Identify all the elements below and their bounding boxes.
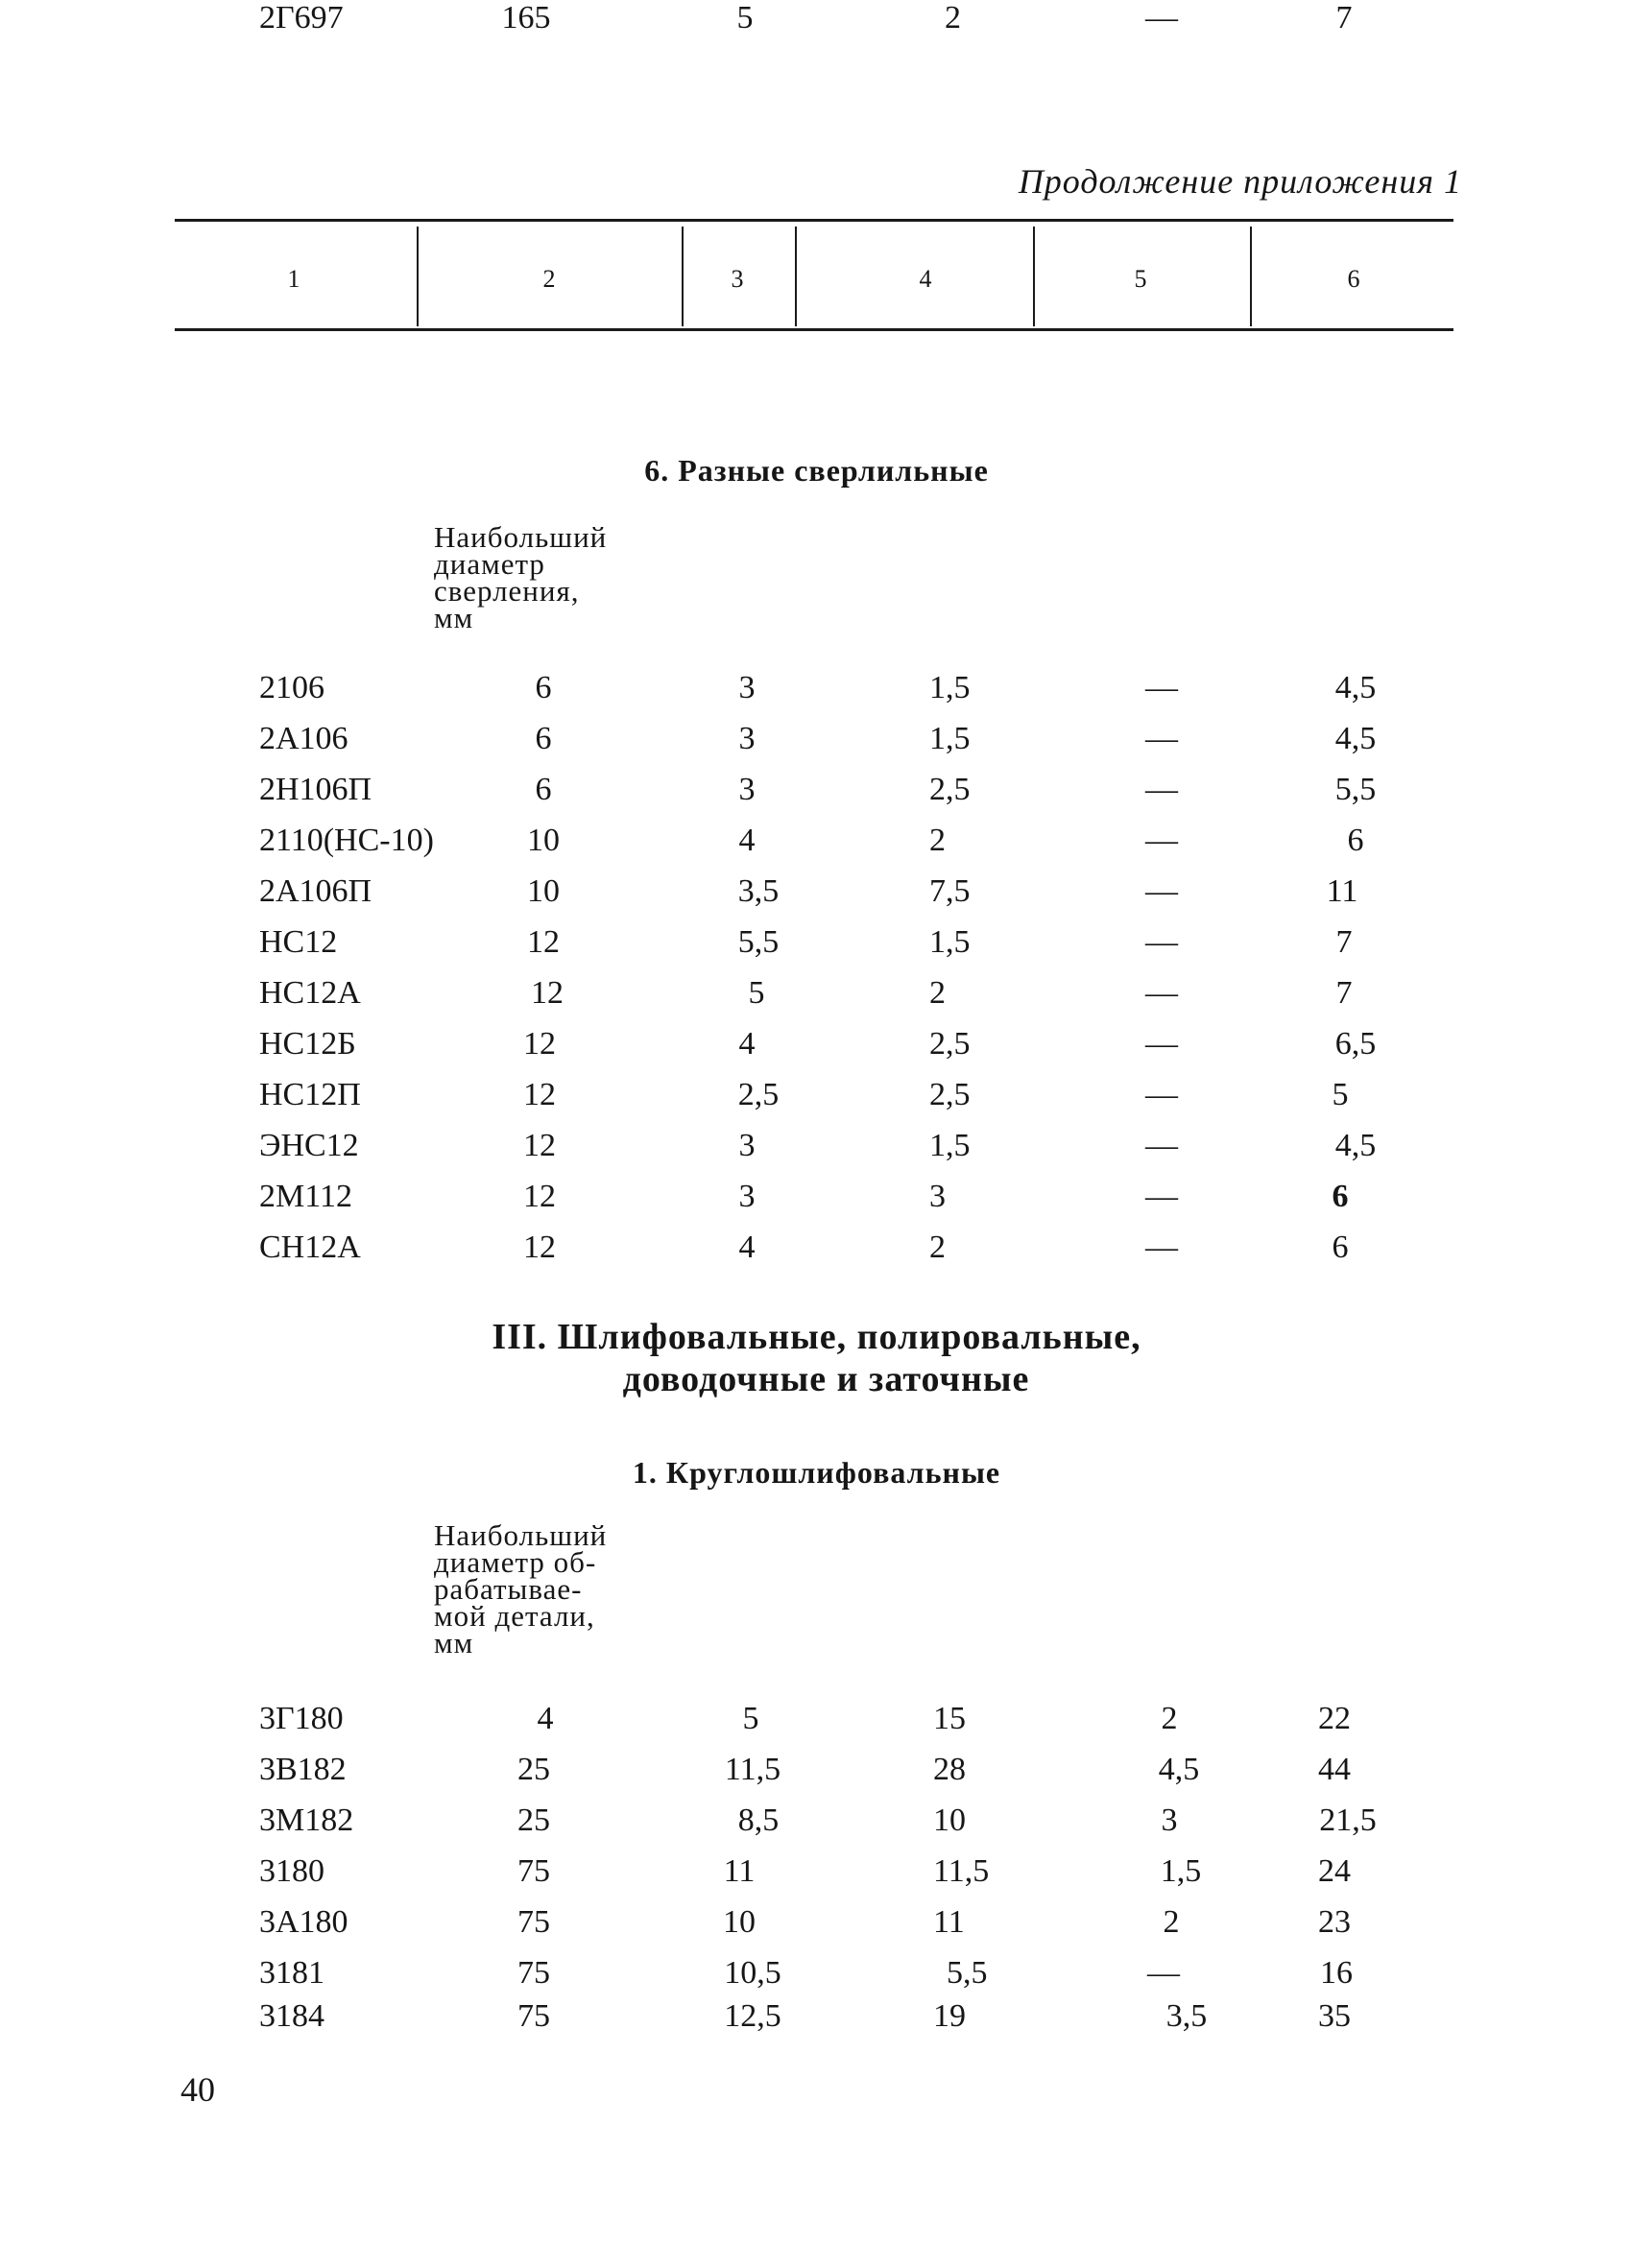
- value-cell: 5: [748, 975, 765, 1011]
- page-number: 40: [180, 2070, 215, 2109]
- part-title-line-1: III. Шлифовальные, полировальные,: [492, 1317, 1141, 1357]
- total-cell: 23: [1318, 1904, 1351, 1940]
- total-cell: 4,5: [1334, 721, 1377, 756]
- table-row: [0, 772, 1633, 810]
- value-cell: 15: [933, 1701, 966, 1736]
- value-cell: —: [1145, 1077, 1178, 1112]
- value-cell: 3: [738, 670, 756, 705]
- value-cell: 3: [738, 721, 756, 756]
- total-cell: 5,5: [1334, 772, 1377, 807]
- model-cell: 3Г180: [259, 1701, 344, 1736]
- table-row: [0, 924, 1633, 963]
- model-cell: 2М112: [259, 1179, 352, 1214]
- value-cell: —: [1145, 772, 1178, 807]
- value-cell: 10,5: [724, 1955, 781, 1991]
- param-cell: 75: [517, 1904, 550, 1940]
- value-cell: 11: [723, 1853, 756, 1889]
- total-cell: 6: [1347, 823, 1364, 858]
- column-divider: [682, 227, 684, 326]
- total-cell: 7: [1335, 0, 1353, 36]
- value-cell: 4,5: [1158, 1752, 1200, 1787]
- value-cell: —: [1145, 1128, 1178, 1163]
- model-cell: 2А106: [259, 721, 348, 756]
- value-cell: 2,5: [929, 1026, 971, 1062]
- model-cell: 2А106П: [259, 873, 372, 909]
- total-cell: 35: [1318, 1998, 1351, 2034]
- param-cell: 12: [527, 924, 560, 960]
- model-cell: 2106: [259, 670, 324, 705]
- value-cell: 2: [1161, 1701, 1178, 1736]
- table-row: [0, 1955, 1633, 1993]
- value-cell: 1,5: [1160, 1853, 1202, 1889]
- value-cell: 19: [933, 1998, 966, 2034]
- column-number: 4: [919, 265, 932, 293]
- param-cell: 12: [523, 1179, 556, 1214]
- value-cell: 4: [738, 1026, 756, 1062]
- table-row: [0, 1128, 1633, 1166]
- total-cell: 6: [1332, 1179, 1349, 1214]
- value-cell: 4: [738, 1229, 756, 1265]
- param-cell: 6: [535, 670, 552, 705]
- param-cell: 6: [535, 721, 552, 756]
- column-divider: [1250, 227, 1252, 326]
- total-cell: 11: [1326, 873, 1358, 909]
- value-cell: 7,5: [929, 873, 971, 909]
- column-divider: [1033, 227, 1035, 326]
- value-cell: 10: [723, 1904, 756, 1940]
- value-cell: 3,5: [737, 873, 780, 909]
- param-cell: 12: [531, 975, 564, 1011]
- value-cell: —: [1145, 873, 1178, 909]
- model-cell: НС12А: [259, 975, 361, 1011]
- value-cell: 3: [738, 1128, 756, 1163]
- table-row: [0, 975, 1633, 1014]
- model-cell: 3М182: [259, 1802, 354, 1838]
- value-cell: 2: [1163, 1904, 1180, 1940]
- value-cell: 1,5: [929, 670, 971, 705]
- total-cell: 4,5: [1334, 670, 1377, 705]
- param-cell: 12: [523, 1077, 556, 1112]
- value-cell: 5: [736, 0, 754, 36]
- value-cell: 4: [738, 823, 756, 858]
- table-row: [0, 1229, 1633, 1268]
- param-cell: 165: [501, 0, 551, 36]
- model-cell: 3184: [259, 1998, 324, 2034]
- table-row: [0, 873, 1633, 912]
- value-cell: —: [1145, 0, 1178, 36]
- value-cell: 2: [929, 1229, 946, 1265]
- value-cell: 2: [929, 823, 946, 858]
- value-cell: 2: [929, 975, 946, 1011]
- total-cell: 21,5: [1319, 1802, 1377, 1838]
- value-cell: 11,5: [724, 1752, 781, 1787]
- total-cell: 7: [1335, 924, 1353, 960]
- total-cell: 6,5: [1334, 1026, 1377, 1062]
- model-cell: СН12А: [259, 1229, 361, 1265]
- header-top-rule: [175, 219, 1453, 222]
- table-row: [0, 721, 1633, 759]
- param-cell: 25: [517, 1802, 550, 1838]
- value-cell: —: [1145, 721, 1178, 756]
- param-cell: 12: [523, 1128, 556, 1163]
- table-row: [0, 1802, 1633, 1841]
- value-cell: 2,5: [929, 1077, 971, 1112]
- value-cell: —: [1145, 924, 1178, 960]
- column-number: 3: [731, 265, 744, 293]
- value-cell: 5: [742, 1701, 759, 1736]
- table-row: [0, 1077, 1633, 1115]
- column-divider: [417, 227, 419, 326]
- value-cell: 2,5: [929, 772, 971, 807]
- table-row: [0, 1904, 1633, 1943]
- value-cell: —: [1145, 975, 1178, 1011]
- model-cell: 3В182: [259, 1752, 347, 1787]
- model-cell: НС12П: [259, 1077, 361, 1112]
- model-cell: 2110(НС-10): [259, 823, 434, 858]
- model-cell: НС12: [259, 924, 338, 960]
- param-cell: 12: [523, 1026, 556, 1062]
- value-cell: —: [1145, 823, 1178, 858]
- column-number: 5: [1134, 265, 1147, 293]
- param-cell: 75: [517, 1998, 550, 2034]
- value-cell: —: [1147, 1955, 1180, 1991]
- table-row: [0, 1701, 1633, 1739]
- param-cell: 10: [527, 873, 560, 909]
- value-cell: 3: [738, 1179, 756, 1214]
- value-cell: —: [1145, 670, 1178, 705]
- column-number: 6: [1347, 265, 1360, 293]
- value-cell: 11: [933, 1904, 965, 1940]
- column-divider: [795, 227, 797, 326]
- table-row: [0, 823, 1633, 861]
- section-title: 1. Круглошлифовальные: [632, 1455, 1001, 1490]
- total-cell: 5: [1332, 1077, 1349, 1112]
- total-cell: 6: [1332, 1229, 1349, 1265]
- column-number: 2: [542, 265, 556, 293]
- value-cell: 1,5: [929, 721, 971, 756]
- model-cell: 2Г697: [259, 0, 344, 36]
- section-title: 6. Разные сверлильные: [644, 453, 989, 488]
- table-row: [0, 670, 1633, 708]
- param-cell: 10: [527, 823, 560, 858]
- table-row: [0, 1853, 1633, 1892]
- part-title-line-2: доводочные и заточные: [622, 1359, 1030, 1399]
- table-row: [0, 1026, 1633, 1064]
- value-cell: 5,5: [737, 924, 780, 960]
- value-cell: —: [1145, 1179, 1178, 1214]
- value-cell: 3: [1161, 1802, 1178, 1838]
- total-cell: 22: [1318, 1701, 1351, 1736]
- value-cell: 11,5: [933, 1853, 990, 1889]
- table-row: [0, 1752, 1633, 1790]
- value-cell: 3: [929, 1179, 946, 1214]
- column-number: 1: [287, 265, 300, 293]
- total-cell: 4,5: [1334, 1128, 1377, 1163]
- value-cell: 1,5: [929, 924, 971, 960]
- table-row: [0, 1179, 1633, 1217]
- param-label: Наибольший диаметр сверления, мм: [434, 520, 608, 634]
- param-cell: 4: [537, 1701, 554, 1736]
- param-cell: 6: [535, 772, 552, 807]
- value-cell: —: [1145, 1229, 1178, 1265]
- value-cell: 5,5: [947, 1955, 988, 1991]
- value-cell: 28: [933, 1752, 966, 1787]
- running-head: Продолжение приложения 1: [1018, 162, 1462, 201]
- model-cell: 3180: [259, 1853, 324, 1889]
- value-cell: 12,5: [724, 1998, 781, 2034]
- total-cell: 7: [1335, 975, 1353, 1011]
- value-cell: 1,5: [929, 1128, 971, 1163]
- param-label: Наибольший диаметр об- рабатывае- мой детали, мм: [434, 1518, 608, 1659]
- header-bottom-rule: [175, 328, 1453, 331]
- value-cell: —: [1145, 1026, 1178, 1062]
- value-cell: 3,5: [1165, 1998, 1208, 2034]
- model-cell: 3181: [259, 1955, 324, 1991]
- param-cell: 75: [517, 1853, 550, 1889]
- model-cell: 2Н106П: [259, 772, 372, 807]
- model-cell: 3А180: [259, 1904, 348, 1940]
- value-cell: 2: [945, 0, 961, 36]
- table-row: [0, 1998, 1633, 2037]
- model-cell: НС12Б: [259, 1026, 356, 1062]
- total-cell: 44: [1318, 1752, 1351, 1787]
- value-cell: 3: [738, 772, 756, 807]
- total-cell: 24: [1318, 1853, 1351, 1889]
- param-cell: 12: [523, 1229, 556, 1265]
- value-cell: 2,5: [737, 1077, 780, 1112]
- value-cell: 8,5: [737, 1802, 780, 1838]
- total-cell: 16: [1320, 1955, 1353, 1991]
- value-cell: 10: [933, 1802, 966, 1838]
- model-cell: ЭНС12: [259, 1128, 359, 1163]
- param-cell: 25: [517, 1752, 550, 1787]
- param-cell: 75: [517, 1955, 550, 1991]
